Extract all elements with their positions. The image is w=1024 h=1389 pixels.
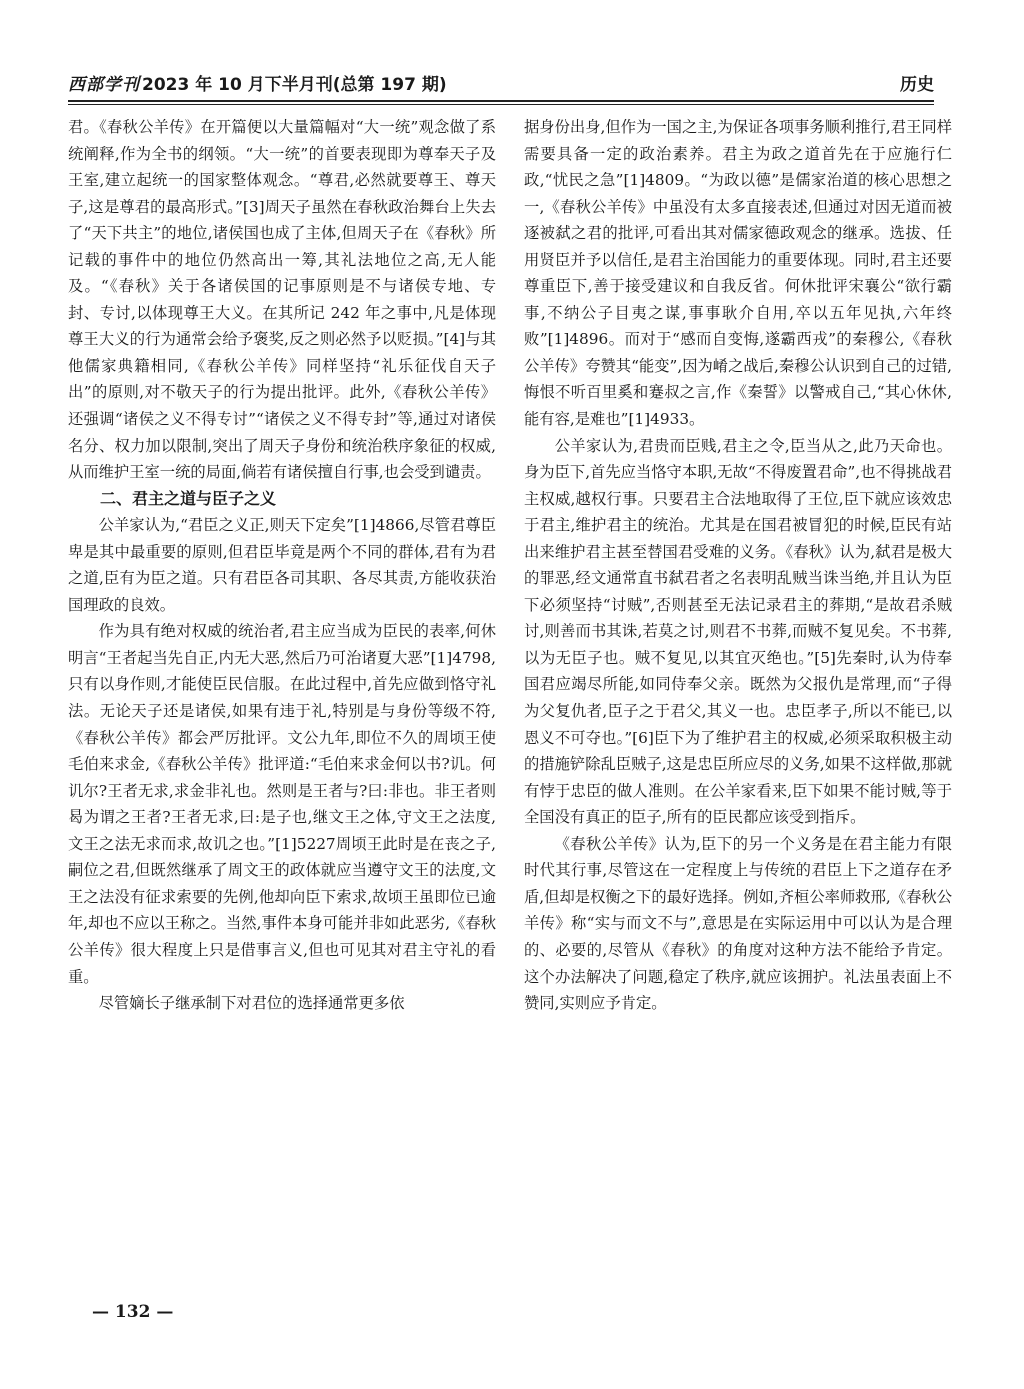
paragraph: 据身份出身,但作为一国之主,为保证各项事务顺利推行,君王同样需要具备一定的政治素养。君主为政之道首先在于应施行仁政,“忧民之急”[1]4809。“为政以德”是儒家治道的核心思想之一,《春秋公羊传》中虽没有太多直接表述,但通过对因无道而被逐被弑之君的批评,可看出其对儒家德政观念的继承。选拔、任用贤臣并予以信任,是君主治国能力的重要体现。同时,君主还要尊重臣下,善于接受建议和自我反省。何休批评宋襄公“欲行霸事,不纳公子目夷之谋,事事耿介自用,卒以五年见执,六年终败”[1]4896。而对于“感而自变悔,遂霸西戎”的秦穆公,《春秋公羊传》夸赞其“能变”,因为崤之战后,秦穆公认识到自己的过错,悔恨不听百里奚和蹇叔之言,作《秦誓》以警戒自己,“其心休休,能有容,是难也”[1]4933。 [524,118,952,429]
paragraph: 君。《春秋公羊传》在开篇便以大量篇幅对“大一统”观念做了系统阐释,作为全书的纲领。“大一统”的首要表现即为尊奉天子及王室,建立起统一的国家整体观念。“尊君,必然就要尊王、尊天子,这是尊君的最高形式。”[3]周天子虽然在春秋政治舞台上失去了“天下共主”的地位,诸侯国也成了主体,但周天子在《春秋》所记载的事件中的地位仍然高出一筹,其礼法地位之高,无人能及。“《春秋》关于各诸侯国的记事原则是不与诸侯专地、专封、专讨,以体现尊王大义。在其所记 242 年之事中,凡是体现尊王大义的行为通常会给予褒奖,反之则必然予以贬损。”[4]与其他儒家典籍相同,《春秋公羊传》同样坚持“礼乐征伐自天子出”的原则,对不敬天子的行为提出批评。此外,《春秋公羊传》还强调“诸侯之义不得专讨”“诸侯之义不得专封”等,通过对诸侯名分、权力加以限制,突出了周天子身份和统治秩序象征的权威,从而维护王室一统的局面,倘若有诸侯擅自行事,也会受到谴责。 [68,118,496,482]
header-rule-thick [68,100,934,102]
section-heading: 二、君主之道与臣子之义 [100,488,277,508]
header-journal-info [68,70,447,95]
right-column [524,114,952,1017]
paragraph: 公羊家认为,君贵而臣贱,君主之令,臣当从之,此乃天命也。身为臣下,首先应当恪守本职,无故“不得废置君命”,也不得挑战君主权威,越权行事。只要君主合法地取得了王位,臣下就应该效忠于君主,维护君主的统治。尤其是在国君被冒犯的时候,臣民有站出来维护君主甚至替国君受难的义务。《春秋》认为,弑君是极大的罪恶,经文通常直书弑君者之名表明乱贼当诛当绝,并且认为臣下必须坚持“讨贼”,否则甚至无法记录君主的葬期,“是故君杀贼讨,则善而书其诛,若莫之讨,则君不书葬,而贼不复见矣。不书葬,以为无臣子也。贼不复见,以其宜灭绝也。”[5]先秦时,认为侍奉国君应竭尽所能,如同侍奉父亲。既然为父报仇是常理,而“子得为父复仇者,臣子之于君父,其义一也。忠臣孝子,所以不能已,以恩义不可夺也。”[6]臣下为了维护君主的权威,必须采取积极主动的措施铲除乱臣贼子,这是忠臣所应尽的义务,如果不这样做,那就有悖于忠臣的做人准则。在公羊家看来,臣下如果不能讨贼,等于全国没有真正的臣子,所有的臣民都应该受到指斥。 [524,436,952,827]
header-rule-thin [68,104,934,105]
running-header [68,70,934,96]
left-column [68,114,496,1017]
paragraph: 作为具有绝对权威的统治者,君主应当成为臣民的表率,何休明言“王者起当先自正,内无大恶,然后乃可治诸夏大恶”[1]4798,只有以身作则,才能使臣民信服。在此过程中,首先应做到恪守礼法。无论天子还是诸侯,如果有违于礼,特别是与身份等级不符,《春秋公羊传》都会严厉批评。文公九年,即位不久的周顷王使毛伯来求金,《春秋公羊传》批评道:“毛伯来求金何以书?讥。何讥尔?王者无求,求金非礼也。然则是王者与?曰:非也。非王者则曷为谓之王者?王者无求,曰:是子也,继文王之体,守文王之法度,文王之法无求而求,故讥之也。”[1]5227周顷王此时是在丧之子,嗣位之君,但既然继承了周文王的政体就应当遵守文王的法度,文王之法没有征求索要的先例,他却向臣下索求,故顷王虽即位已逾年,却也不应以王称之。当然,事件本身可能并非如此恶劣,《春秋公羊传》很大程度上只是借事言义,但也可见其对君主守礼的看重。 [68,622,496,986]
paragraph: 《春秋公羊传》认为,臣下的另一个义务是在君主能力有限时代其行事,尽管这在一定程度上与传统的君臣上下之道存在矛盾,但却是权衡之下的最好选择。例如,齐桓公率师救邢,《春秋公羊传》称“实与而文不与”,意思是在实际运用中可以认为是合理的、必要的,尽管从《春秋》的角度对这种方法不能给予肯定。这个办法解决了问题,稳定了秩序,就应该拥护。礼法虽表面上不赞同,实则应予肯定。 [524,834,952,1013]
page-number: — 132 — [92,1302,174,1322]
paragraph: 公羊家认为,“君臣之义正,则天下定矣”[1]4866,尽管君尊臣卑是其中最重要的原则,但君臣毕竟是两个不同的群体,君有为君之道,臣有为臣之道。只有君臣各司其职、各尽其责,方能收获治国理政的良效。 [68,516,496,614]
issue-info: 2023 年 10 月下半月刊(总第 197 期) [142,75,447,95]
paragraph: 尽管嫡长子继承制下对君位的选择通常更多依 [98,994,405,1013]
section-label: 历史 [900,75,934,95]
journal-logo: 西部学刊 [68,75,140,95]
